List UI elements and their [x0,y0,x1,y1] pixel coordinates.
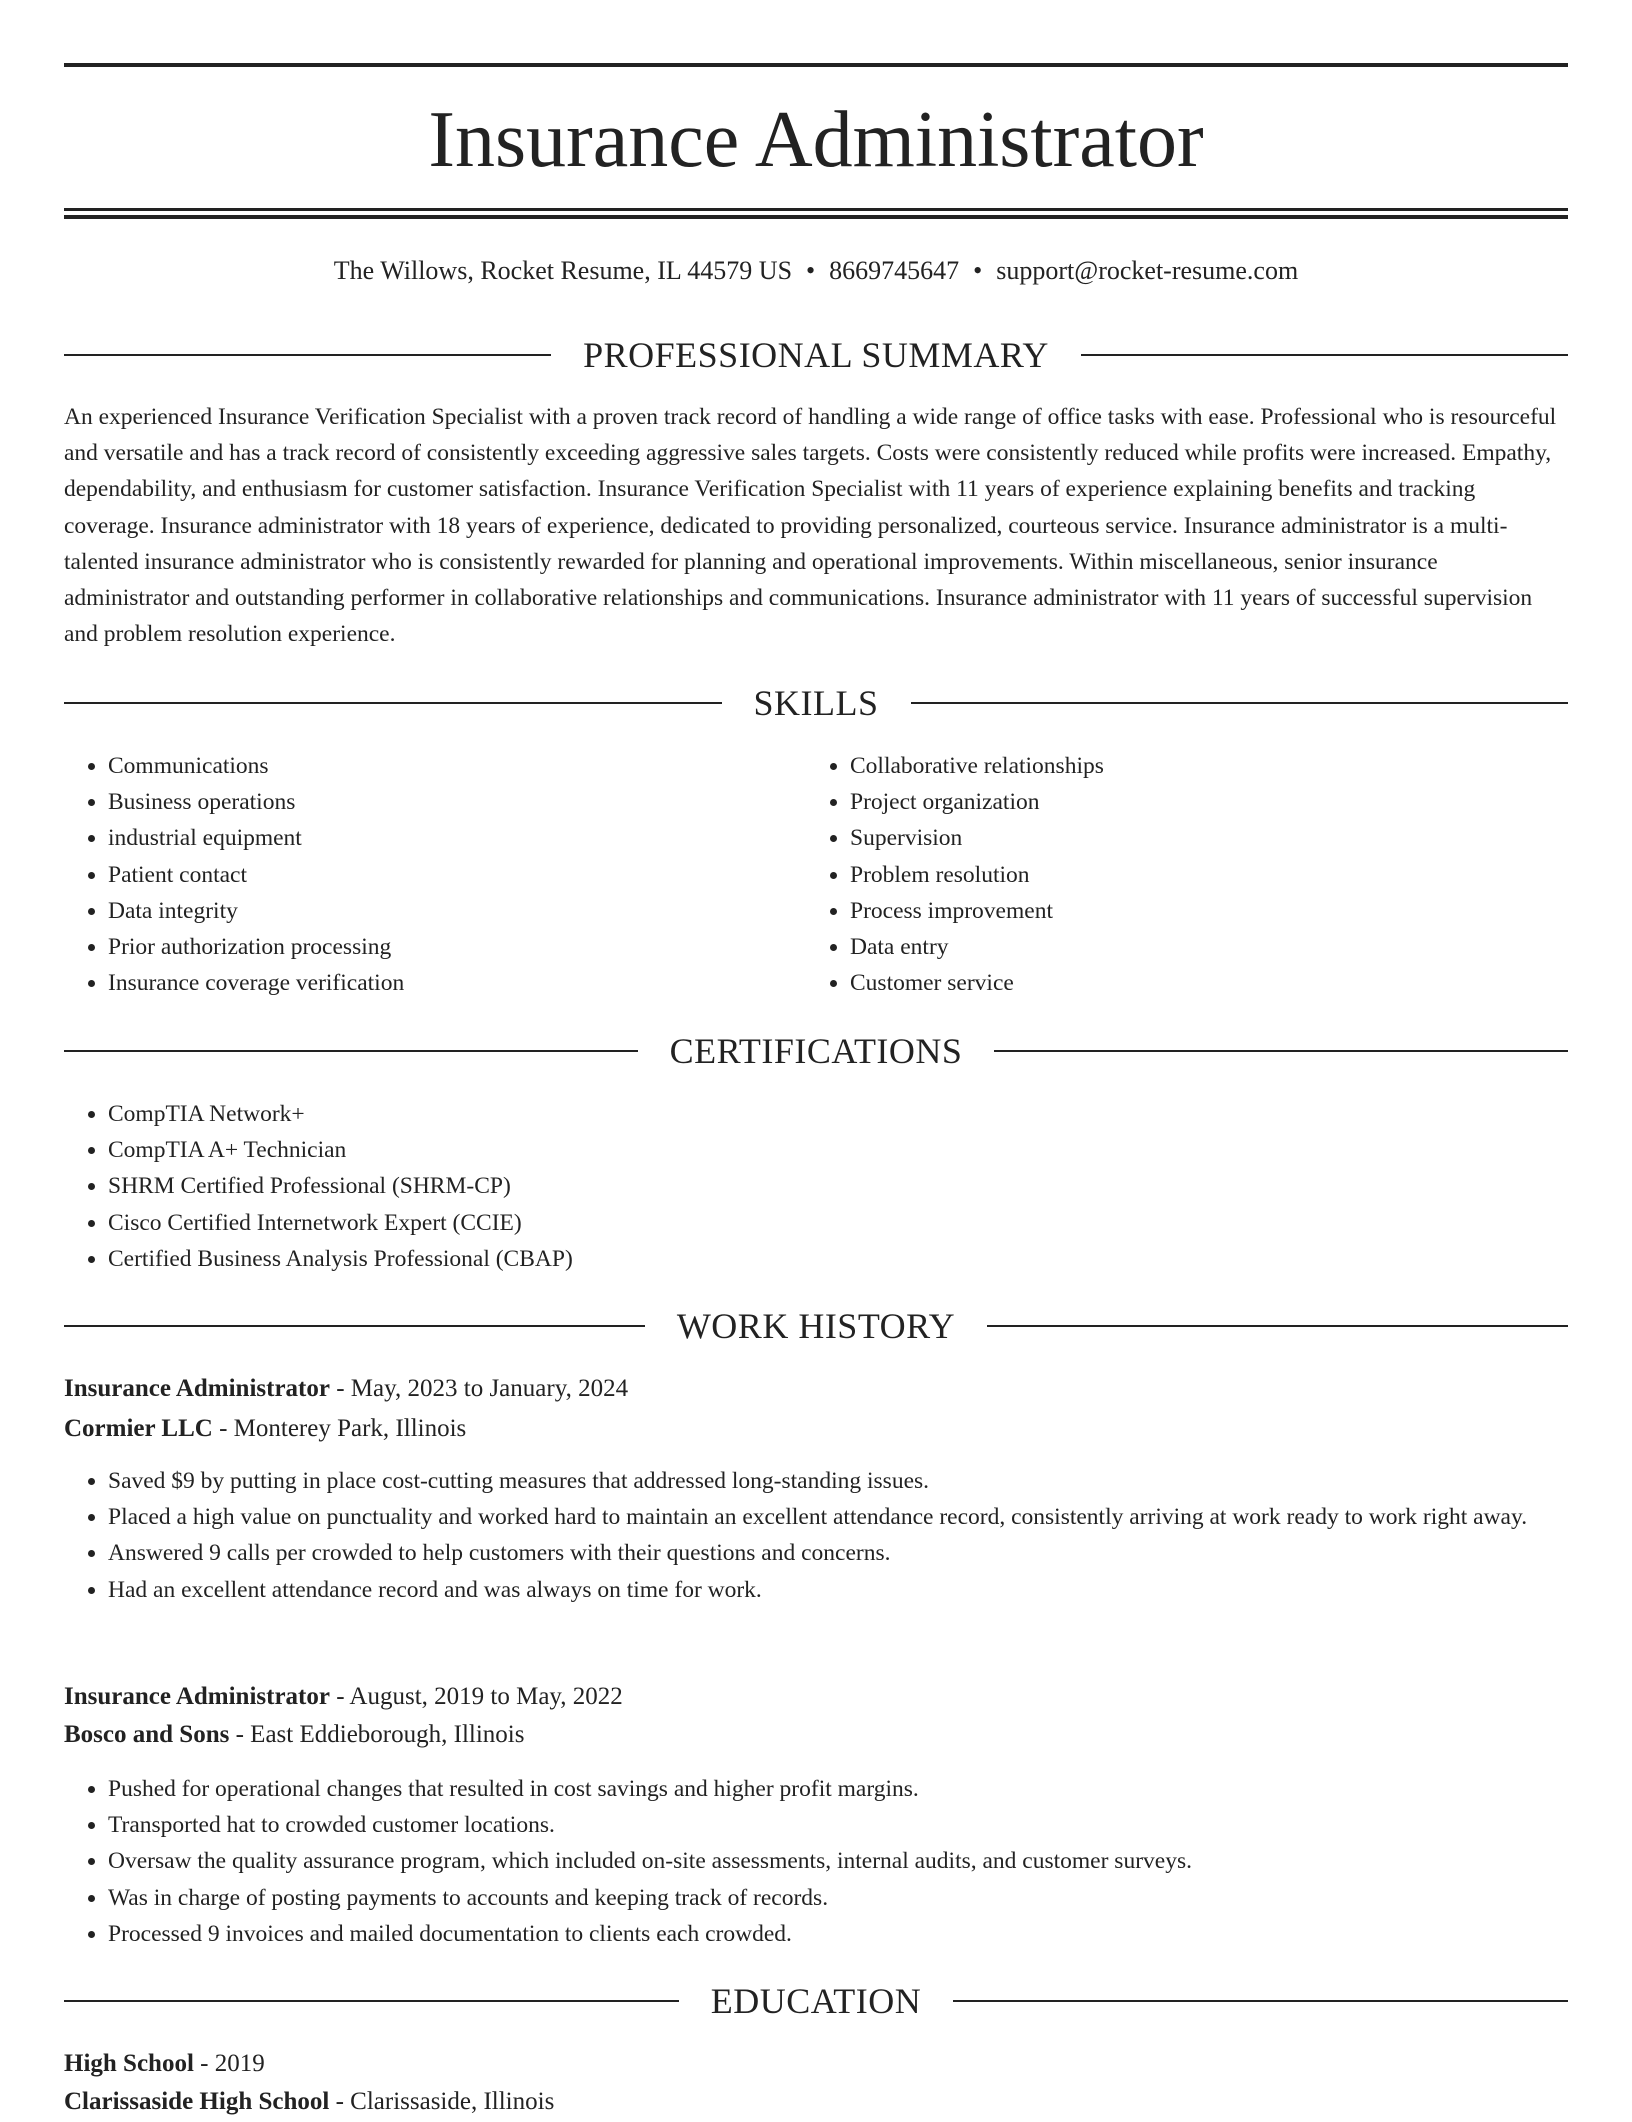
section-title: CERTIFICATIONS [669,1031,963,1071]
job-bullet: • Transported hat to crowded customer locations. [108,1807,1568,1843]
job-location: - East Eddieborough, Illinois [229,1721,525,1748]
certification-item: • CompTIA Network+ [108,1096,1612,1132]
education-degree-line [64,2044,1568,2084]
skill-item: • industrial equipment [108,820,808,856]
skills-list-right [806,748,1610,1001]
skill-item: • Project organization [850,784,1610,820]
education-school: Clarissaside High School [64,2088,330,2115]
heading-rule [994,1050,1568,1052]
job-bullet: • Answered 9 calls per crowded to help customers with their questions and concerns. [108,1535,1568,1571]
top-rule [64,63,1568,67]
summary-text: An experienced Insurance Verification Specialist with a proven track record of handling a wide range of office tasks with ease. Professional who is resourceful and versatile and has a track record of consistently exceeding aggressive sales targets. Costs were consistently reduced while profits were increased. Empathy, dependability, and enthusiasm for customer satisfaction. Insurance Verification Specialist with 11 years of experience explaining benefits and tracking coverage. Insurance administrator with 18 years of experience, dedicated to providing personalized, courteous service. Insurance administrator is a multi-talented insurance administrator who is consistently rewarded for planning and operational improvements. Within miscellaneous, senior insurance administrator and outstanding performer in collaborative relationships and communications. Insurance administrator with 11 years of successful supervision and problem resolution experience. [64,404,1557,648]
contact-separator: • [973,256,983,285]
heading-rule [953,2000,1568,2002]
job-location: - Monterey Park, Illinois [212,1415,467,1442]
job-bullet: • Had an excellent attendance record and was always on time for work. [108,1572,1568,1608]
skill-item: • Problem resolution [850,857,1610,893]
education-degree: High School [64,2050,194,2077]
job-bullets [64,1771,1568,1952]
skill-item: • Process improvement [850,893,1610,929]
job-company: Cormier LLC [64,1415,213,1442]
section-heading-education [64,1979,1568,2023]
heading-rule [1081,354,1568,356]
job-title-line [64,1369,1568,1409]
section-heading-summary [64,333,1568,377]
resume-title: Insurance Administrator [428,96,1204,184]
section-title: WORK HISTORY [676,1306,956,1346]
skills-list-left [64,748,808,1001]
job-bullet: • Oversaw the quality assurance program, which included on-site assessments, internal audits, and customer surveys. [108,1843,1568,1879]
contact-line [64,253,1568,289]
section-heading-skills [64,681,1568,725]
job-company-line [64,1715,1568,1755]
contact-email: support@rocket-resume.com [996,256,1299,285]
section-heading-work-history [64,1304,1568,1348]
section-title: SKILLS [753,683,879,723]
skill-item: • Collaborative relationships [850,748,1610,784]
education-school-line [64,2082,1568,2122]
job-bullet: • Saved $9 by putting in place cost-cutting measures that addressed long-standing issues. [108,1463,1568,1499]
skill-item: • Data integrity [108,893,808,929]
heading-rule [64,354,551,356]
heading-rule [64,702,722,704]
job-bullets [64,1463,1568,1608]
section-title: PROFESSIONAL SUMMARY [583,335,1049,375]
certification-item: • SHRM Certified Professional (SHRM-CP) [108,1168,1612,1204]
education-location: - Clarissaside, Illinois [329,2088,555,2115]
skill-item: • Business operations [108,784,808,820]
certification-item: • Certified Business Analysis Professional (CBAP) [108,1241,1612,1277]
job-dates: - August, 2019 to May, 2022 [329,1683,623,1710]
job-title: Insurance Administrator [64,1683,330,1710]
skill-item: • Insurance coverage verification [108,965,808,1001]
job-bullet: • Processed 9 invoices and mailed documentation to clients each crowded. [108,1916,1568,1952]
heading-rule [64,2000,679,2002]
job-bullet: • Was in charge of posting payments to accounts and keeping track of records. [108,1880,1568,1916]
job-bullet: • Pushed for operational changes that resulted in cost savings and higher profit margins. [108,1771,1568,1807]
education-year: - 2019 [193,2050,265,2077]
job-company-line [64,1409,1568,1449]
section-heading-certifications [64,1029,1568,1073]
skill-item: • Customer service [850,965,1610,1001]
job-bullet: • Placed a high value on punctuality and worked hard to maintain an excellent attendance record, consistently arriving at work ready to work right away. [108,1499,1568,1535]
contact-address: The Willows, Rocket Resume, IL 44579 US [333,256,793,285]
contact-separator: • [806,256,816,285]
certification-item: • CompTIA A+ Technician [108,1132,1612,1168]
certification-item: • Cisco Certified Internetwork Expert (CCIE) [108,1205,1612,1241]
job-title: Insurance Administrator [64,1375,330,1402]
skill-item: • Patient contact [108,857,808,893]
job-company: Bosco and Sons [64,1721,230,1748]
heading-rule [64,1050,638,1052]
heading-rule [987,1325,1568,1327]
skill-item: • Prior authorization processing [108,929,808,965]
title-rule [64,208,1568,211]
skill-item: • Data entry [850,929,1610,965]
certifications-list [64,1096,1612,1277]
title-rule [64,215,1568,219]
job-title-line [64,1677,1568,1717]
skill-item: • Supervision [850,820,1610,856]
heading-rule [911,702,1569,704]
skill-item: • Communications [108,748,808,784]
section-title: EDUCATION [710,1981,922,2021]
heading-rule [64,1325,645,1327]
job-dates: - May, 2023 to January, 2024 [329,1375,629,1402]
contact-phone: 8669745647 [829,256,960,285]
